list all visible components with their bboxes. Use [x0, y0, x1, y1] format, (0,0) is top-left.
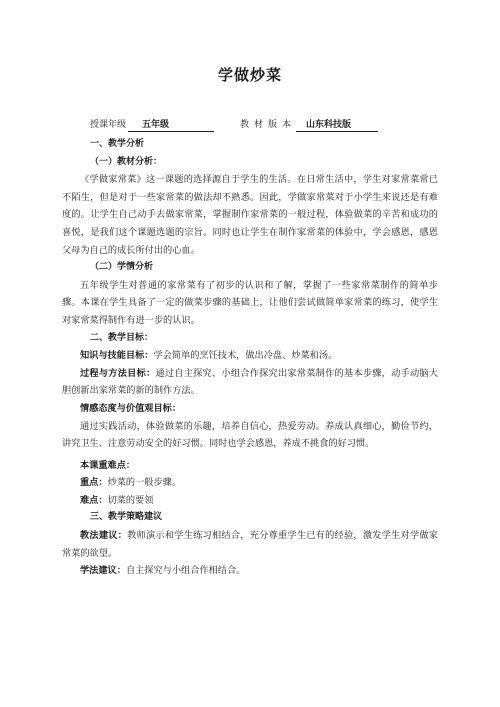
key-label: 重点：: [80, 477, 108, 489]
section-heading: 一、教学分析: [90, 139, 145, 149]
paragraph: 《学做家常菜》这一课题的选择源自于学生的生活。在日常生活中，学生对家常菜常已不陌生，但是对于一些家常菜的做法却不熟悉。因此，学做家常菜对于小学生来说还是有难度的。让学生自己动手去做家常菜，掌握制作家常菜的一般过程，体验做菜的辛苦和成功的喜悦，是我们这个课题选题的宗旨。同时也让学生在制作家常菜的体验中，学会感恩，感恩父母为自己的成长所付出的心血。: [62, 174, 438, 256]
goal-text: 学会简单的烹饪技术，做出冷盘、炒菜和汤。: [153, 350, 338, 362]
subsection-heading: （一）教材分析：: [90, 156, 163, 167]
course-meta: [90, 117, 378, 132]
subsection-heading: （二）学情分析: [90, 262, 154, 273]
goal-label: 知识与技能目标：: [80, 350, 154, 362]
teaching-label: 教法建议：: [80, 530, 128, 542]
goal-label: 过程与方法目标：: [80, 367, 156, 379]
paragraph: 通过实践活动，体验做菜的乐趣，培养自信心，热爱劳动。养成认真细心，勤俭节约，讲究卫生、注意劳动安全的好习惯。同时也学会感恩，养成不挑食的好习惯。: [62, 420, 438, 450]
teaching-text: 教师演示和学生练习相结合，充分尊重学生已有的经验，激发学生对学做家常菜的欲望。: [62, 530, 439, 559]
textbook-value: 山东科技版: [296, 120, 378, 132]
key-point: [62, 474, 438, 492]
difficulty-text: 切菜的要领: [107, 494, 154, 506]
goal-knowledge: [62, 347, 438, 365]
textbook-label: 教材版本: [240, 120, 297, 130]
learning-label: 学法建议：: [80, 565, 126, 577]
section-heading: 三、教学策略建议: [90, 512, 163, 523]
grade-value: 五年级: [128, 120, 214, 132]
learning-method: [62, 562, 438, 580]
learning-text: 自主探究与小组合作相结合。: [125, 565, 246, 577]
grade-label: 授课年级: [90, 120, 127, 130]
goal-emotion-label: [62, 400, 438, 418]
page-title: 学做炒菜: [217, 66, 282, 84]
keypoints-heading: 本课重难点：: [80, 459, 136, 471]
goal-text: 通过自主探究、小组合作探究出家常菜制作的基本步骤，动手动脑大胆创新出家常菜的新的制作方法。: [62, 367, 439, 397]
difficulty-label: 难点：: [80, 494, 108, 506]
section-heading: 二、教学目标：: [90, 332, 154, 343]
teaching-method: [62, 527, 438, 562]
document-body: [62, 136, 438, 580]
goal-process: [62, 365, 438, 400]
key-text: 炒菜的一般步骤。: [107, 477, 182, 489]
paragraph: 五年级学生对普通的家常菜有了初步的认识和了解，掌握了一些家常菜制作的简单步骤。本课在学生具备了一定的做菜步骤的基础上，让他们尝试做简单家常菜的练习，使学生对家常菜得制作有进一步的认识。: [62, 279, 438, 326]
goal-label: 情感态度与价值观目标：: [80, 402, 182, 414]
difficulty-point: [62, 492, 438, 510]
